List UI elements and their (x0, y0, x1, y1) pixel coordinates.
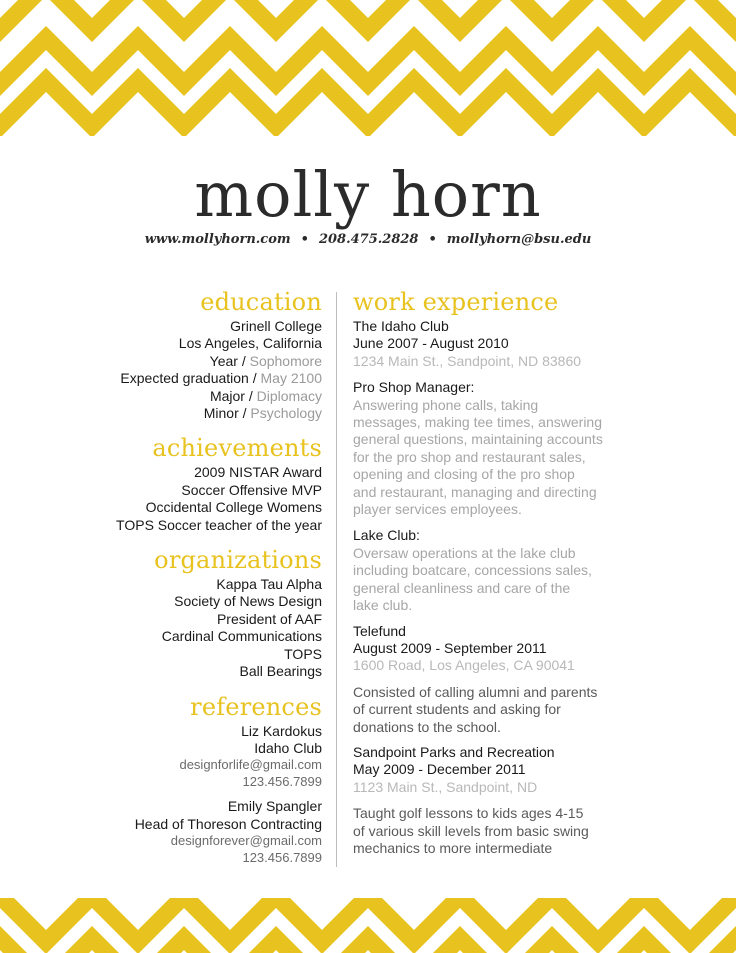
minor-label: Minor / (203, 405, 251, 422)
graduation-row (20, 370, 322, 387)
organization-item: Society of News Design (174, 593, 322, 610)
job-description-line: Taught golf lessons to kids ages 4-15 (353, 805, 584, 822)
organization-item: President of AAF (216, 610, 322, 627)
employer-name: Telefund (353, 622, 406, 639)
major-value: Diplomacy (256, 387, 322, 404)
organizations-heading: organizations (154, 546, 322, 575)
website-link[interactable]: www.mollyhorn.com (144, 232, 291, 247)
role-description-line: including boatcare, concessions sales, (353, 562, 592, 579)
role-description-line: for the pro shop and restaurant sales, (353, 448, 586, 465)
role-title: Pro Shop Manager: (353, 379, 475, 396)
school-name: Grinell College (230, 318, 322, 334)
role-description-line: general questions, maintaining accounts (353, 431, 603, 448)
job-entry-idaho-club (353, 318, 683, 615)
contact-line (0, 232, 736, 247)
year-row (20, 353, 322, 370)
employer-name: Sandpoint Parks and Recreation (353, 743, 555, 760)
reference-email[interactable]: designforever@gmail.com (170, 833, 322, 849)
achievement-item: Soccer Offensive MVP (181, 481, 322, 498)
employer-name: The Idaho Club (353, 318, 449, 334)
minor-row (20, 405, 322, 422)
separator: • (300, 232, 309, 247)
job-entry-sandpoint-parks (353, 744, 683, 857)
achievements-section (20, 432, 322, 534)
employer-address: 1234 Main St., Sandpoint, ND 83860 (353, 352, 582, 369)
graduation-value: May 2100 (260, 370, 322, 387)
reference-name: Liz Kardokus (241, 722, 322, 739)
reference-phone: 123.456.7899 (242, 849, 322, 865)
role-description-line: messages, making tee times, answering (353, 414, 602, 431)
achievement-item: TOPS Soccer teacher of the year (116, 516, 322, 533)
role-description-line: player services employees. (353, 501, 522, 518)
minor-value: Psychology (250, 405, 322, 422)
achievement-item: Occidental College Womens (145, 499, 322, 516)
year-label: Year / (209, 352, 250, 369)
employer-address: 1600 Road, Los Angeles, CA 90041 (353, 657, 575, 674)
role-description-line: Answering phone calls, taking (353, 396, 539, 413)
education-heading: education (200, 288, 322, 316)
graduation-label: Expected graduation / (120, 370, 261, 387)
role-description-line: lake club. (353, 597, 413, 614)
school-location: Los Angeles, California (178, 335, 322, 352)
phone-number: 208.475.2828 (318, 232, 419, 247)
job-description-line: Consisted of calling alumni and parents (353, 683, 598, 700)
employment-dates: May 2009 - December 2011 (353, 761, 526, 778)
references-section (20, 691, 322, 867)
job-entry-telefund (353, 623, 683, 736)
reference-entry (20, 798, 322, 866)
column-divider (336, 292, 337, 867)
separator: • (428, 232, 437, 247)
year-value: Sophomore (249, 352, 322, 369)
major-row (20, 388, 322, 405)
reference-name: Emily Spangler (227, 798, 322, 815)
job-description-line: of current students and asking for (353, 701, 561, 718)
organization-item: Kappa Tau Alpha (216, 576, 322, 593)
role-description-line: general cleanliness and care of the (353, 579, 571, 596)
organization-item: Cardinal Communications (161, 628, 322, 645)
reference-email[interactable]: designforlife@gmail.com (179, 757, 322, 773)
job-description-line: of various skill levels from basic swing (353, 822, 589, 839)
role-title: Lake Club: (353, 527, 420, 544)
right-column (353, 286, 683, 865)
job-description-line: donations to the school. (353, 718, 501, 735)
reference-org: Head of Thoreson Contracting (134, 815, 322, 832)
achievement-item: 2009 NISTAR Award (194, 464, 322, 481)
employer-address: 1123 Main St., Sandpoint, ND (353, 778, 538, 795)
chevron-bottom-pattern (0, 898, 736, 953)
education-section (20, 286, 322, 422)
left-column (20, 286, 322, 876)
resume-name: molly horn (194, 158, 542, 231)
reference-phone: 123.456.7899 (242, 773, 322, 789)
role-description-line: and restaurant, managing and directing (353, 483, 597, 500)
work-experience-heading: work experience (353, 288, 559, 316)
organization-item: Ball Bearings (239, 663, 322, 680)
employment-dates: June 2007 - August 2010 (353, 335, 509, 352)
employment-dates: August 2009 - September 2011 (353, 639, 547, 656)
major-label: Major / (209, 387, 257, 404)
references-heading: references (190, 692, 322, 721)
reference-org: Idaho Club (254, 739, 322, 756)
email-link[interactable]: mollyhorn@bsu.edu (446, 232, 592, 247)
job-description-line: mechanics to more intermediate (353, 839, 553, 856)
role-description-line: opening and closing of the pro shop (353, 466, 575, 483)
role-description-line: Oversaw operations at the lake club (353, 544, 576, 561)
reference-entry (20, 723, 322, 791)
organization-item: TOPS (284, 645, 322, 662)
achievements-heading: achievements (152, 434, 322, 463)
organizations-section (20, 544, 322, 680)
chevron-top-pattern (0, 0, 736, 136)
